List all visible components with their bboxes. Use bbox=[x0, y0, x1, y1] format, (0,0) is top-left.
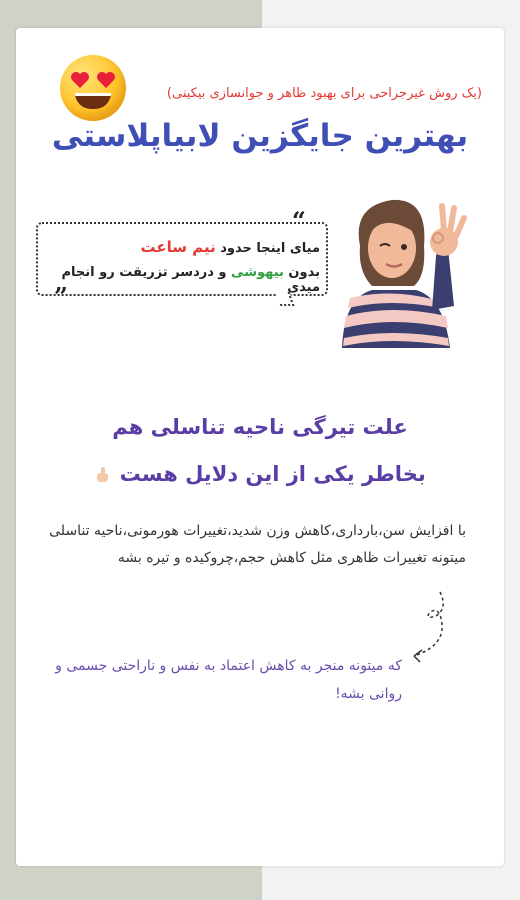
heart-eyes-emoji-icon bbox=[60, 55, 126, 121]
open-quote-icon: “ bbox=[292, 206, 306, 235]
heart-left-icon bbox=[70, 71, 90, 89]
speech-line-2 bbox=[40, 265, 320, 295]
speech-line-1 bbox=[40, 238, 320, 256]
emoji-mouth bbox=[75, 93, 111, 109]
speech-line-2-suffix: و دردسر تزریقت رو انجام میدی bbox=[61, 265, 320, 295]
speech-highlight-time: نیم ساعت bbox=[140, 238, 216, 256]
consequence-paragraph: که میتونه منجر به کاهش اعتماد به نفس و ناراحتی جسمی و روانی بشه! bbox=[55, 658, 402, 702]
causes-paragraph: با افزایش سن،بارداری،کاهش وزن شدید،تغییرات هورمونی،ناحیه تناسلی میتونه تغییرات ظاهری مثل کاهش حجم،چروکیده و تیره بشه bbox=[49, 523, 466, 566]
dashed-arrow-icon bbox=[400, 590, 460, 670]
close-quote-icon: ” bbox=[54, 282, 68, 311]
page-title: بهترین جایگزین لابیاپلاستی bbox=[51, 118, 469, 154]
woman-ok-gesture-avatar bbox=[332, 186, 472, 348]
speech-line-1-text: میای اینجا حدود bbox=[215, 241, 320, 256]
heart-right-icon bbox=[96, 71, 116, 89]
section-heading-2-text: بخاطر یکی از این دلایل هست bbox=[119, 462, 426, 486]
speech-line-2-prefix: بدون bbox=[283, 265, 320, 280]
section-heading-1: علت تیرگی ناحیه تناسلی هم bbox=[112, 415, 408, 439]
section-heading-2 bbox=[60, 462, 460, 486]
pointing-finger-icon bbox=[94, 466, 112, 484]
page-subtitle: (یک روش غیرجراحی برای بهبود ظاهر و جوانسازی بیکینی) bbox=[166, 86, 482, 101]
speech-highlight-anesthesia: بیهوشی bbox=[231, 265, 284, 280]
